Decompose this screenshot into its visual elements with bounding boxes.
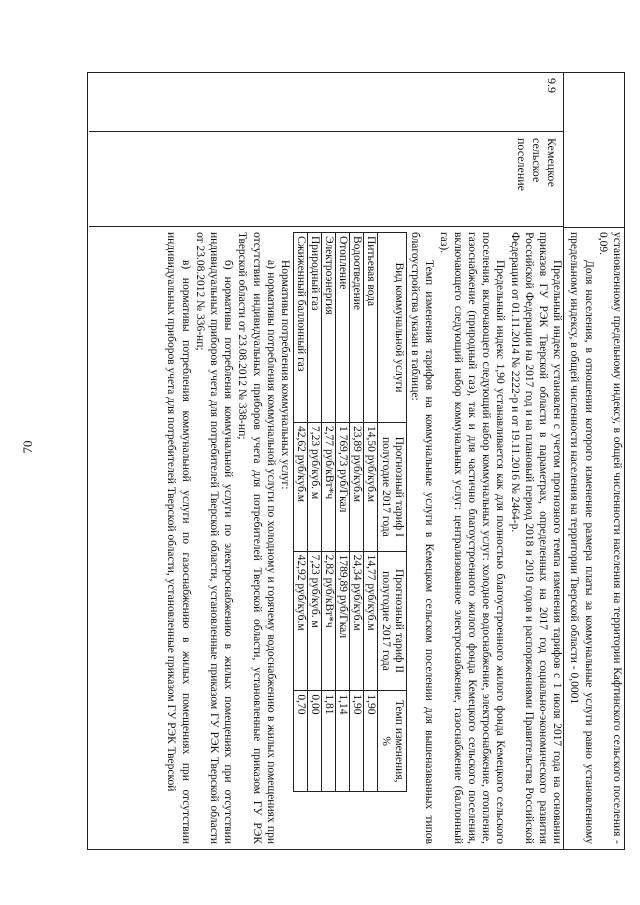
column-divider — [563, 227, 625, 228]
document-table — [87, 72, 625, 850]
table-row — [307, 233, 321, 792]
paragraph: б) нормативы потребления коммунальной услуги по электроснабжению в жилых помещениях при отсутствии индивидуальных приборов учета для потребителей Тверской области, установленные приказом ГУ РЭК Тверской области от 23.08.2012 № 336-нп; — [193, 232, 235, 844]
paragraph: Темп изменения тарифов на коммунальные услуги в Кемецком сельском поселении для вышеназванных типов благоустройства указан в таблице: — [409, 232, 436, 844]
table-row — [363, 233, 377, 792]
table-row — [293, 233, 307, 792]
tariff-h2-cell: 1789,89 руб/Гкал — [335, 551, 349, 691]
service-cell: Сжиженный баллонный газ — [293, 233, 307, 423]
paragraph: Предельный индекс 1,90 устанавливается как для полностью благоустроенного жилого фонда Кемецкого сельского поселения, включающего следующий набор коммунальных услуг: холодное водоснабжение, электроснабжение, отопление, газоснабжение (природный газ), так и для частично благоустроенного жилого фонда Кемецкого сельского поселения, включающего следующий набор коммунальных услуг: централизованное электроснабжение, газоснабжение (баллонный газ). — [437, 232, 507, 844]
rate-cell: 1,90 — [349, 691, 363, 792]
service-cell: Отопление — [335, 233, 349, 423]
rate-cell: 1,90 — [363, 691, 377, 792]
service-cell: Водоотведение — [349, 233, 363, 423]
paragraph: а) нормативы потребления коммунальной услуги по холодному и горячему водоснабжению в жилых помещениях при отсутствии индивидуальных приборов учета для потребителей Тверской области, установленные приказом ГУ РЭК Тверской области от 23.08.2012 № 338-нп; — [236, 232, 277, 844]
rate-cell: 1,14 — [335, 691, 349, 792]
paragraph: Предельный индекс установлен с учетом прогнозного темпа изменения тарифов с 1 июля 2017 года на основании приказов ГУ РЭК Тверской области в параметрах, определенных на 2017 год социально-экономического развития Российской Федерации на 2017 год и на плановый период 2018 и 2019 годов и распоряжениями Правительства Российской Федерации от 01.11.2014 № 2222-р и от 19.11.2016 № 2464-р. — [508, 232, 564, 844]
tariff-table — [293, 232, 407, 792]
tariff-h2-cell: 2,82 руб/кВт*ч — [321, 551, 335, 691]
column-header: Вид коммунальной услуги — [377, 233, 406, 423]
paragraph: Нормативы потребления коммунальных услуг: — [278, 260, 291, 490]
tariff-h1-cell: 14,50 руб/куб.м — [363, 423, 377, 552]
table-row — [335, 233, 349, 792]
row-number: 9.9 — [89, 72, 563, 132]
pre-text-paragraph: Доля населения, в отношении которого изменение размера платы за коммунальные услуги равно установленному предельному индексу, в общей численности населения на территории Тверской области - 0,0001 — [568, 232, 595, 844]
table-row — [321, 233, 335, 792]
column-header: Прогнозный тариф I полугодие 2017 года — [377, 423, 406, 552]
rate-cell: 1,81 — [321, 691, 335, 792]
tariff-h1-cell: 7,23 руб/куб. м — [307, 423, 321, 552]
service-cell: Электроэнергия — [321, 233, 335, 423]
tariff-h2-cell: 24,34 руб/куб.м — [349, 551, 363, 691]
table-header-row — [377, 233, 406, 792]
pre-text-paragraph: установленному предельному индексу, в общей численности населения на территории Кафтинского сельского поселения - 0,09. — [596, 232, 623, 844]
service-cell: Питьевая вода — [363, 233, 377, 423]
paragraph: в) нормативы потребления коммунальной услуги по газоснабжению в жилых помещениях при отсутствии индивидуальных приборов учета для потребителей Тверской области, установленные приказом ГУ РЭК Тверской — [165, 232, 192, 844]
column-header: Темп изменения, % — [377, 691, 406, 792]
tariff-h1-cell: 42,62 руб/куб.м — [293, 423, 307, 552]
tariff-h1-cell: 2,77 руб/кВт*ч — [321, 423, 335, 552]
tariff-h2-cell: 42,92 руб/куб.м — [293, 551, 307, 691]
column-header: Прогнозный тариф II полугодие 2017 года — [377, 551, 406, 691]
service-cell: Природный газ — [307, 233, 321, 423]
tariff-h2-cell: 7,23 руб/куб. м — [307, 551, 321, 691]
tariff-h1-cell: 1 769,73 руб/Гкал — [335, 423, 349, 552]
rate-cell: 0,00 — [307, 691, 321, 792]
settlement-name: Кемецкое сельское поселение — [89, 132, 563, 227]
rate-cell: 0,70 — [293, 691, 307, 792]
row-content — [164, 232, 624, 844]
page-number: 70 — [20, 440, 35, 454]
table-row — [349, 233, 363, 792]
tariff-h1-cell: 23,89 руб/куб.м — [349, 423, 363, 552]
tariff-h2-cell: 14,77 руб/куб.м — [363, 551, 377, 691]
